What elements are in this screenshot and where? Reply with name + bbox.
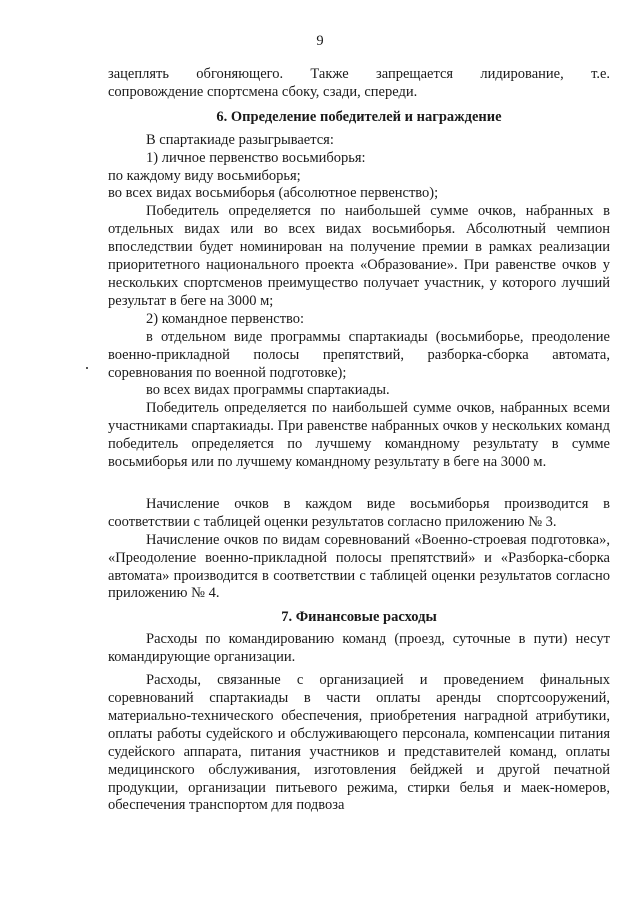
list-subitem-all-program: во всех видах программы спартакиады. [146,382,390,399]
list-subitem-all-types: во всех видах восьмиборья (абсолютное первенство); [108,185,439,202]
paragraph-intro: В спартакиаде разыгрывается: [146,131,334,148]
paragraph-personal-winner: Победитель определяется по наибольшей сумме очков, набранных в отдельных видах или во всех видах восьмиборья. Абсолютный чемпион впоследствии будет номинирован на получение премии в рамках реализации приоритетного национального проекта «Образование». При равенстве очков у нескольких спортсменов преимущество получает участник, у которого лучший результат в беге на 3000 м; [108,203,610,309]
list-subitem-separate-type: в отдельном виде программы спартакиады (восьмиборье, преодоление военно-прикладной полосы препятствий, разборка-сборка автомата, соревнования по военной подготовке); [108,328,610,381]
section-heading-7: 7. Финансовые расходы [281,609,437,626]
paragraph-scoring-octathlon: Начисление очков в каждом виде восьмиборья производится в соответствии с таблицей оценки результатов согласно приложению № 3. [108,495,610,530]
paragraph-scoring-events: Начисление очков по видам соревнований «Военно-строевая подготовка», «Преодоление военно-прикладной полосы препятствий» и «Разборка-сборка автомата» производится в соответствии с таблицей оценки результатов согласно приложению № 4. [108,531,610,602]
margin-dot [86,367,88,369]
list-item-personal: 1) личное первенство восьмиборья: [146,149,366,166]
list-subitem-each-type: по каждому виду восьмиборья; [108,167,301,184]
paragraph-final-expenses: Расходы, связанные с организацией и проведением финальных соревнований спартакиады в части оплаты аренды спортсооружений, материально-технического обеспечения, приобретения наградной атрибутики, оплаты работы судейского и обслуживающего персонала, компенсации питания судейского аппарата, питания участников и представителей команд, оплаты медицинского обслуживания, изготовления бейджей и другой печатной продукции, организации питьевого режима, стирки белья и маек-номеров, обеспечения транспортом для подвоза [108,672,610,814]
text-line-continuation: зацеплять обгоняющего. Также запрещается лидирование, т.е. [108,66,610,82]
paragraph-travel-expenses: Расходы по командированию команд (проезд, суточные в пути) несут командирующие организации. [108,631,610,666]
paragraph-team-winner: Победитель определяется по наибольшей сумме очков, набранных всеми участниками спартакиады. При равенстве набранных очков у нескольких команд победитель определяется по лучшему командному результату в сумме восьмиборья или по лучшему командному результату в беге на 3000 м. [108,400,610,471]
document-body [108,66,610,815]
page-number: 9 [316,33,324,49]
section-heading-6: 6. Определение победителей и награждение [216,108,502,125]
list-item-team: 2) командное первенство: [146,310,305,327]
text-line-continuation-end: сопровождение спортсмена сбоку, сзади, спереди. [108,83,418,100]
